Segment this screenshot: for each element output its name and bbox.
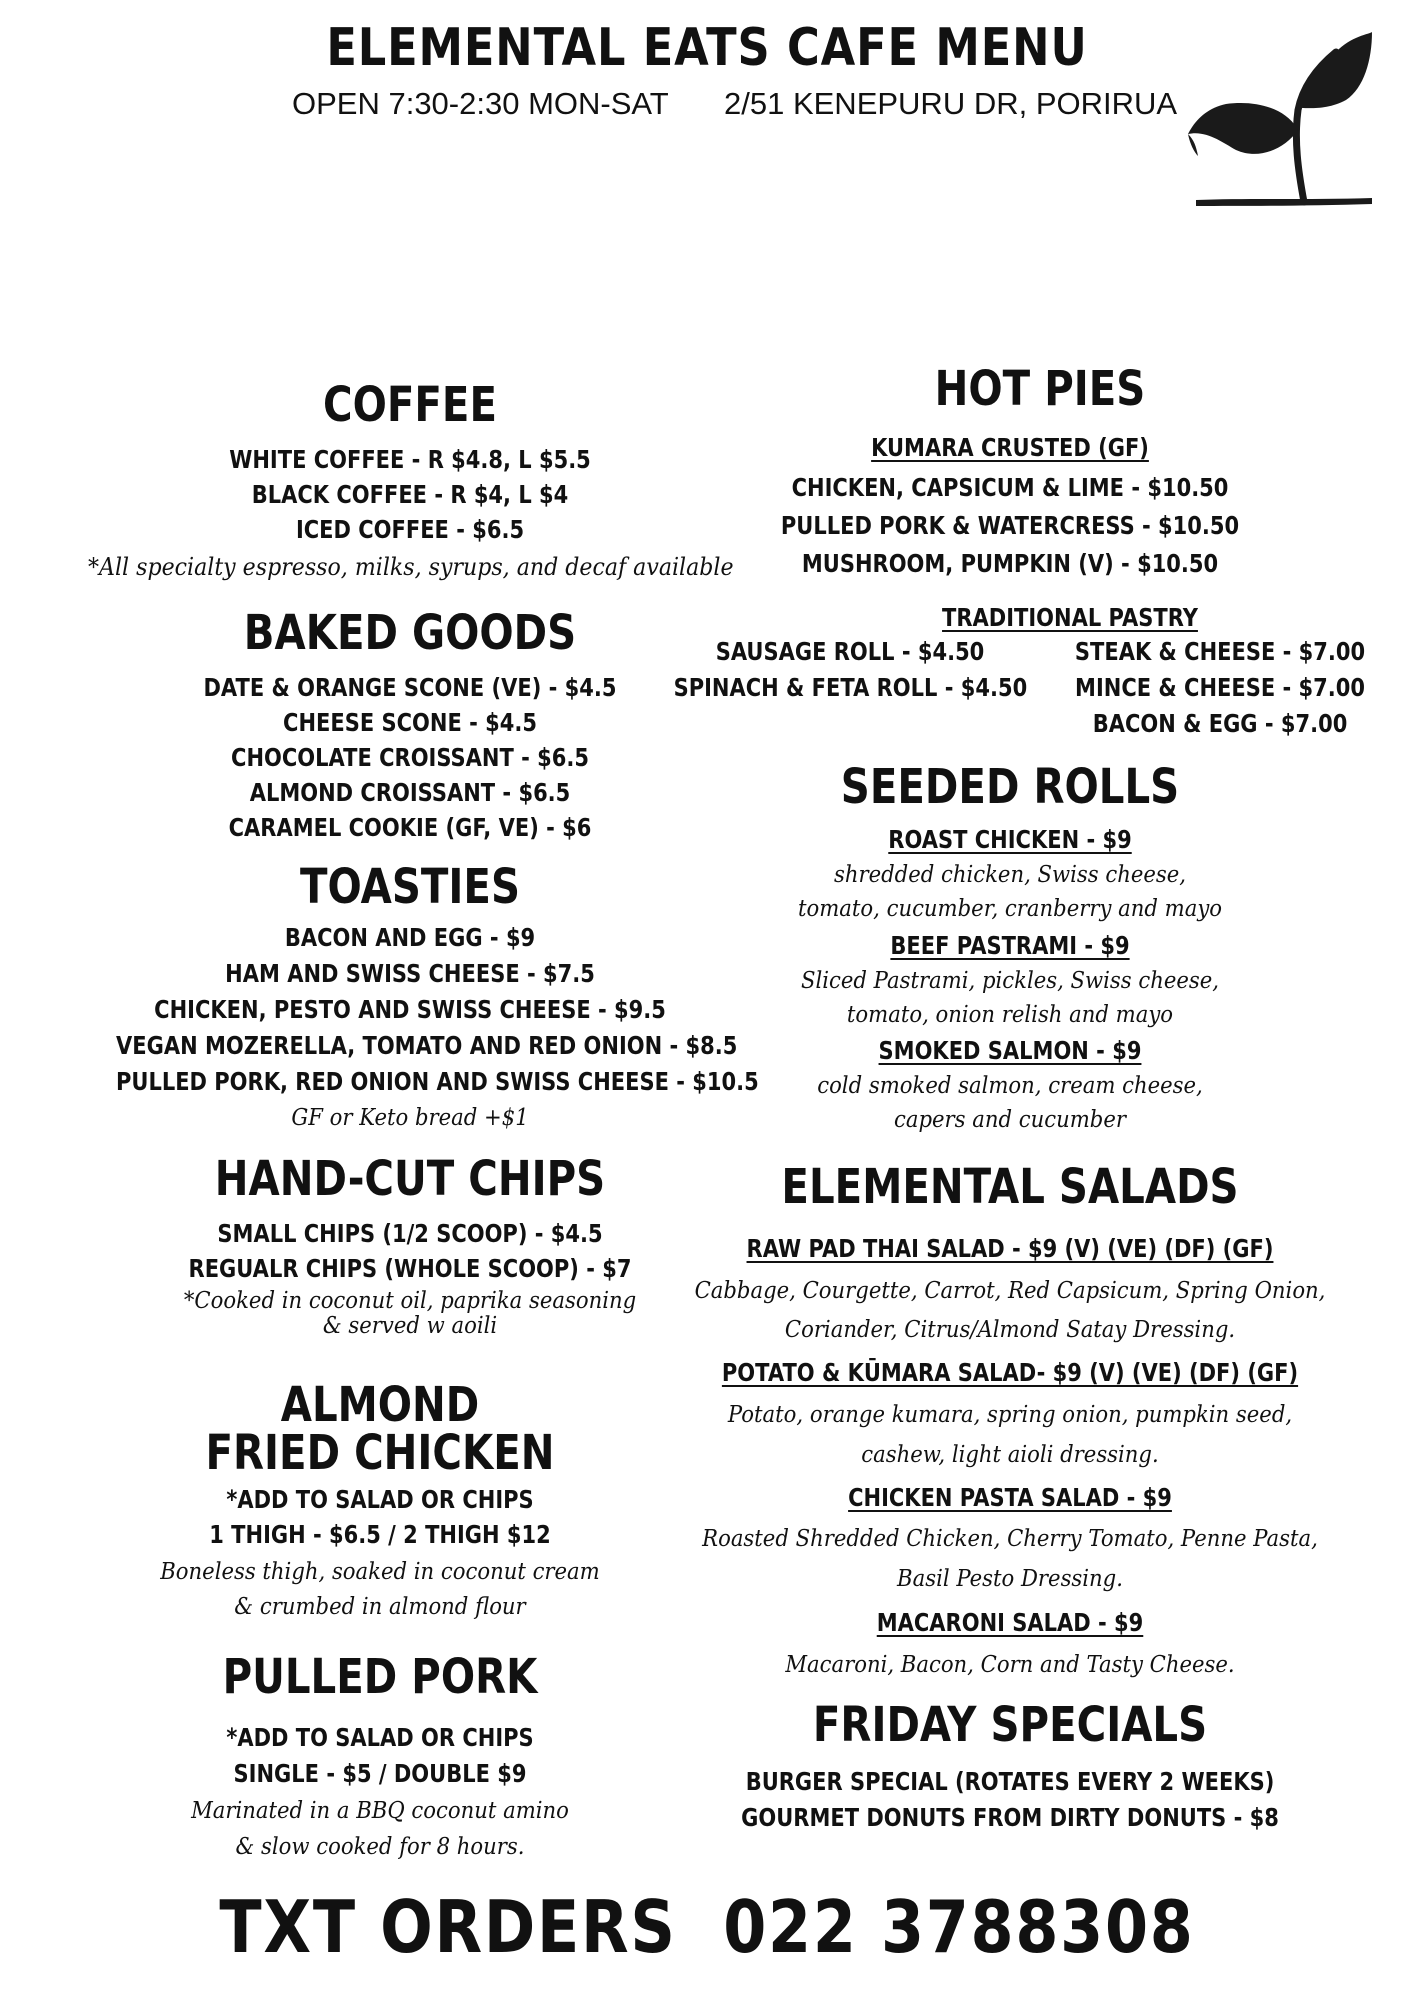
pulled-pork-heading: PULLED PORK (222, 1649, 538, 1705)
seeded-rolls-heading: SEEDED ROLLS (840, 759, 1180, 815)
roll-desc: tomato, onion relish and mayo (846, 1002, 1174, 1028)
pie-item: PULLED PORK & WATERCRESS - $10.50 (780, 511, 1240, 540)
salad-desc: Roasted Shredded Chicken, Cherry Tomato, Penne Pasta, (702, 1526, 1318, 1552)
baked-item: ALMOND CROISSANT - $6.5 (249, 778, 571, 807)
salad-desc: cashew, light aioli dressing. (861, 1442, 1159, 1468)
coffee-heading: COFFEE (322, 377, 498, 433)
chips-item: SMALL CHIPS (1/2 SCOOP) - $4.5 (217, 1219, 603, 1248)
txt-orders-footer: TXT ORDERS 022 3788308 (219, 1885, 1195, 1969)
coffee-item: BLACK COFFEE - R $4, L $4 (251, 480, 569, 509)
salad-title: MACARONI SALAD - $9 (876, 1608, 1144, 1637)
almond-chicken-heading: ALMOND (280, 1377, 480, 1433)
salad-desc: Coriander, Citrus/Almond Satay Dressing. (784, 1317, 1236, 1343)
chips-note: *Cooked in coconut oil, paprika seasoning (183, 1288, 637, 1314)
roll-title: SMOKED SALMON - $9 (878, 1036, 1142, 1065)
roll-desc: cold smoked salmon, cream cheese, (817, 1073, 1203, 1099)
toastie-item: BACON AND EGG - $9 (284, 923, 536, 952)
salad-title: RAW PAD THAI SALAD - $9 (V) (VE) (DF) (GF) (746, 1234, 1274, 1263)
pulled-pork-item: *ADD TO SALAD OR CHIPS (226, 1723, 534, 1752)
almond-chicken-note: & crumbed in almond flour (234, 1594, 526, 1620)
opening-hours: OPEN 7:30-2:30 MON-SAT (292, 86, 669, 121)
almond-chicken-item: 1 THIGH - $6.5 / 2 THIGH $12 (209, 1520, 551, 1549)
baked-item: CARAMEL COOKIE (GF, VE) - $6 (228, 813, 592, 842)
pulled-pork-note: & slow cooked for 8 hours. (235, 1834, 525, 1860)
pastry-item-left: SAUSAGE ROLL - $4.50 (715, 637, 985, 666)
chips-item: REGUALR CHIPS (WHOLE SCOOP) - $7 (188, 1254, 632, 1283)
pastry-item-right: MINCE & CHEESE - $7.00 (1075, 673, 1365, 702)
kumara-crusted-title: KUMARA CRUSTED (GF) (871, 433, 1149, 462)
friday-item: BURGER SPECIAL (ROTATES EVERY 2 WEEKS) (745, 1767, 1275, 1796)
pastry-item-left: SPINACH & FETA ROLL - $4.50 (673, 673, 1028, 702)
salad-title: POTATO & KŪMARA SALAD- $9 (V) (VE) (DF) (GF) (721, 1358, 1299, 1387)
salad-desc: Basil Pesto Dressing. (897, 1566, 1123, 1592)
roll-title: ROAST CHICKEN - $9 (888, 825, 1132, 854)
roll-desc: tomato, cucumber, cranberry and mayo (797, 896, 1223, 922)
coffee-note: *All specialty espresso, milks, syrups, and decaf available (88, 553, 734, 581)
toastie-item: CHICKEN, PESTO AND SWISS CHEESE - $9.5 (154, 995, 666, 1024)
toastie-item: VEGAN MOZERELLA, TOMATO AND RED ONION - $8.5 (116, 1031, 738, 1060)
coffee-item: WHITE COFFEE - R $4.8, L $5.5 (229, 445, 591, 474)
baked-goods-heading: BAKED GOODS (243, 605, 577, 661)
pastry-item-right: STEAK & CHEESE - $7.00 (1074, 637, 1366, 666)
pulled-pork-item: SINGLE - $5 / DOUBLE $9 (233, 1759, 527, 1788)
pie-item: CHICKEN, CAPSICUM & LIME - $10.50 (791, 473, 1229, 502)
pastry-item-right: BACON & EGG - $7.00 (1092, 709, 1348, 738)
chips-heading: HAND-CUT CHIPS (214, 1151, 606, 1207)
almond-chicken-note: Boneless thigh, soaked in coconut cream (160, 1559, 600, 1585)
toastie-item: HAM AND SWISS CHEESE - $7.5 (225, 959, 595, 988)
pulled-pork-note: Marinated in a BBQ coconut amino (191, 1798, 569, 1824)
coffee-item: ICED COFFEE - $6.5 (295, 515, 525, 544)
roll-desc: Sliced Pastrami, pickles, Swiss cheese, (801, 968, 1219, 994)
pie-item: MUSHROOM, PUMPKIN (V) - $10.50 (801, 549, 1219, 578)
cafe-address: 2/51 KENEPURU DR, PORIRUA (724, 86, 1178, 121)
roll-desc: capers and cucumber (894, 1107, 1126, 1133)
menu-title: ELEMENTAL EATS CAFE MENU (326, 18, 1088, 78)
baked-item: DATE & ORANGE SCONE (VE) - $4.5 (203, 673, 617, 702)
traditional-pastry-title: TRADITIONAL PASTRY (942, 603, 1198, 632)
salad-title: CHICKEN PASTA SALAD - $9 (848, 1483, 1172, 1512)
toasties-note: GF or Keto bread +$1 (291, 1105, 529, 1131)
chips-note: & served w aoili (322, 1313, 498, 1339)
salad-desc: Cabbage, Courgette, Carrot, Red Capsicum, Spring Onion, (694, 1278, 1326, 1304)
baked-item: CHOCOLATE CROISSANT - $6.5 (231, 743, 589, 772)
hot-pies-heading: HOT PIES (934, 361, 1146, 417)
almond-chicken-item: *ADD TO SALAD OR CHIPS (226, 1485, 534, 1514)
roll-desc: shredded chicken, Swiss cheese, (834, 862, 1186, 888)
almond-chicken-heading: FRIED CHICKEN (205, 1425, 555, 1481)
toastie-item: PULLED PORK, RED ONION AND SWISS CHEESE - $10.5 (116, 1067, 759, 1096)
salad-desc: Potato, orange kumara, spring onion, pumpkin seed, (727, 1402, 1293, 1428)
sprout-icon (1186, 30, 1376, 230)
salad-desc: Macaroni, Bacon, Corn and Tasty Cheese. (785, 1652, 1235, 1678)
roll-title: BEEF PASTRAMI - $9 (890, 931, 1130, 960)
friday-item: GOURMET DONUTS FROM DIRTY DONUTS - $8 (741, 1803, 1279, 1832)
toasties-heading: TOASTIES (299, 859, 521, 915)
baked-item: CHEESE SCONE - $4.5 (283, 708, 537, 737)
salads-heading: ELEMENTAL SALADS (781, 1159, 1239, 1215)
friday-specials-heading: FRIDAY SPECIALS (812, 1697, 1208, 1753)
